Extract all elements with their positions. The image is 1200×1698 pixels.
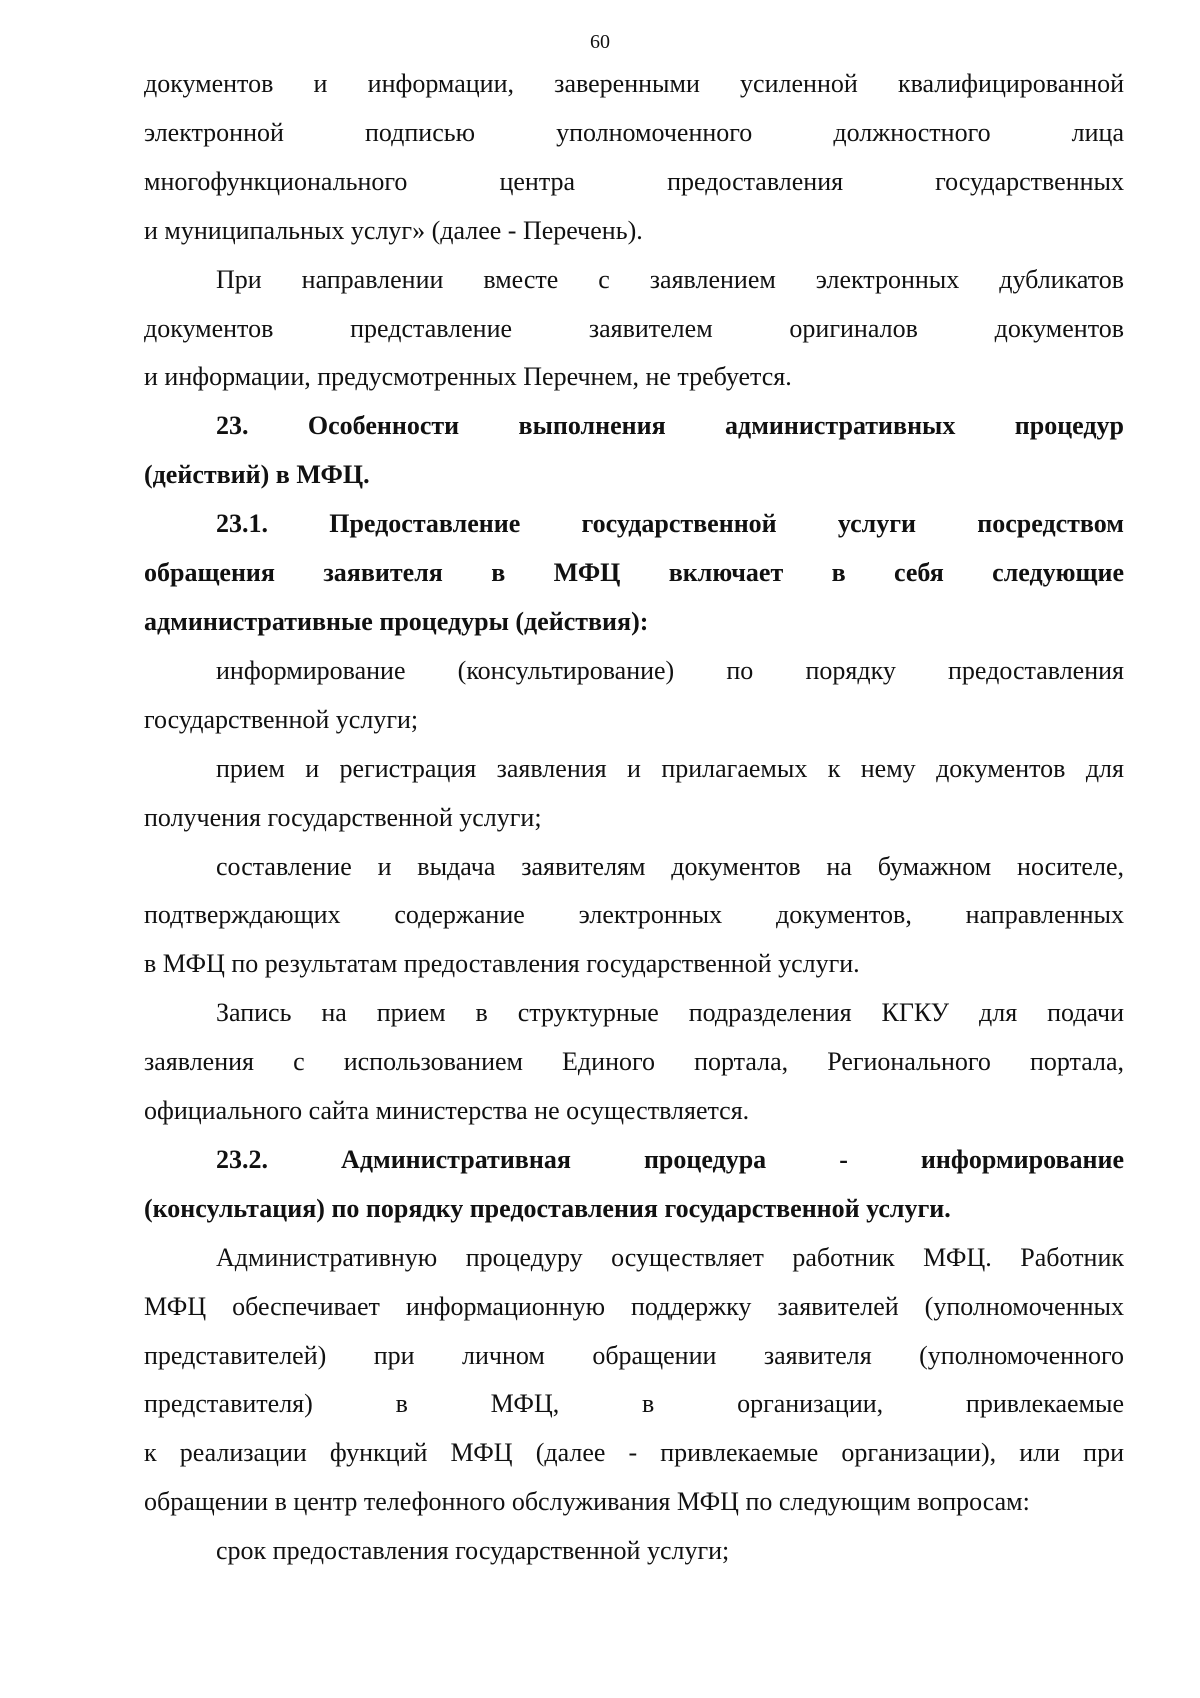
- text-line: и муниципальных услуг» (далее - Перечень).: [144, 215, 643, 245]
- text-line: МФЦ обеспечивает информационную поддержку заявителей (уполномоченных: [144, 1291, 1124, 1321]
- paragraph-p11: [144, 1527, 1124, 1576]
- text-line: получения государственной услуги;: [144, 802, 542, 832]
- text-line: обращения заявителя в МФЦ включает в себя следующие: [144, 558, 1124, 588]
- text-line: информирование (консультирование) по порядку предоставления: [216, 655, 1124, 685]
- text-line: При направлении вместе с заявлением электронных дубликатов: [216, 264, 1124, 294]
- text-line: Запись на прием в структурные подразделения КГКУ для подачи: [216, 998, 1124, 1028]
- paragraph-p1: [144, 60, 1124, 256]
- page-number: 60: [590, 31, 610, 53]
- document-body: [144, 60, 1124, 1576]
- paragraph-p7: [144, 843, 1124, 990]
- text-line: подтверждающих содержание электронных документов, направленных: [144, 900, 1124, 930]
- text-line: Административную процедуру осуществляет работник МФЦ. Работник: [216, 1242, 1124, 1272]
- section-heading-p3: [144, 402, 1124, 500]
- text-line: 23. Особенности выполнения административных процедур: [216, 411, 1124, 441]
- text-line: государственной услуги;: [144, 704, 419, 734]
- text-line: документов и информации, заверенными усиленной квалифицированной: [144, 69, 1124, 98]
- section-heading-p9: [144, 1136, 1124, 1234]
- text-line: официального сайта министерства не осуществляется.: [144, 1096, 750, 1126]
- text-line: в МФЦ по результатам предоставления государственной услуги.: [144, 949, 860, 979]
- text-line: многофункционального центра предоставления государственных: [144, 166, 1124, 196]
- text-line: документов представление заявителем оригиналов документов: [144, 313, 1124, 343]
- paragraph-p8: [144, 989, 1124, 1136]
- paragraph-p6: [144, 745, 1124, 843]
- text-line: срок предоставления государственной услуги;: [216, 1536, 730, 1566]
- text-line: (консультация) по порядку предоставления государственной услуги.: [144, 1193, 951, 1223]
- text-line: электронной подписью уполномоченного должностного лица: [144, 117, 1124, 147]
- text-line: к реализации функций МФЦ (далее - привлекаемые организации), или при: [144, 1438, 1124, 1468]
- text-line: представителей) при личном обращении заявителя (уполномоченного: [144, 1340, 1124, 1370]
- text-line: прием и регистрация заявления и прилагаемых к нему документов для: [216, 753, 1124, 783]
- text-line: обращении в центр телефонного обслуживания МФЦ по следующим вопросам:: [144, 1487, 1030, 1517]
- text-line: (действий) в МФЦ.: [144, 460, 370, 490]
- paragraph-p2: [144, 256, 1124, 403]
- text-line: и информации, предусмотренных Перечнем, не требуется.: [144, 362, 792, 392]
- paragraph-p5: [144, 647, 1124, 745]
- section-heading-p4: [144, 500, 1124, 647]
- text-line: заявления с использованием Единого портала, Регионального портала,: [144, 1047, 1124, 1077]
- text-line: представителя) в МФЦ, в организации, привлекаемые: [144, 1389, 1124, 1419]
- text-line: 23.2. Административная процедура - информирование: [216, 1144, 1124, 1174]
- text-line: 23.1. Предоставление государственной услуги посредством: [216, 509, 1124, 539]
- paragraph-p10: [144, 1234, 1124, 1527]
- text-line: составление и выдача заявителям документов на бумажном носителе,: [216, 851, 1124, 881]
- text-line: административные процедуры (действия):: [144, 606, 649, 636]
